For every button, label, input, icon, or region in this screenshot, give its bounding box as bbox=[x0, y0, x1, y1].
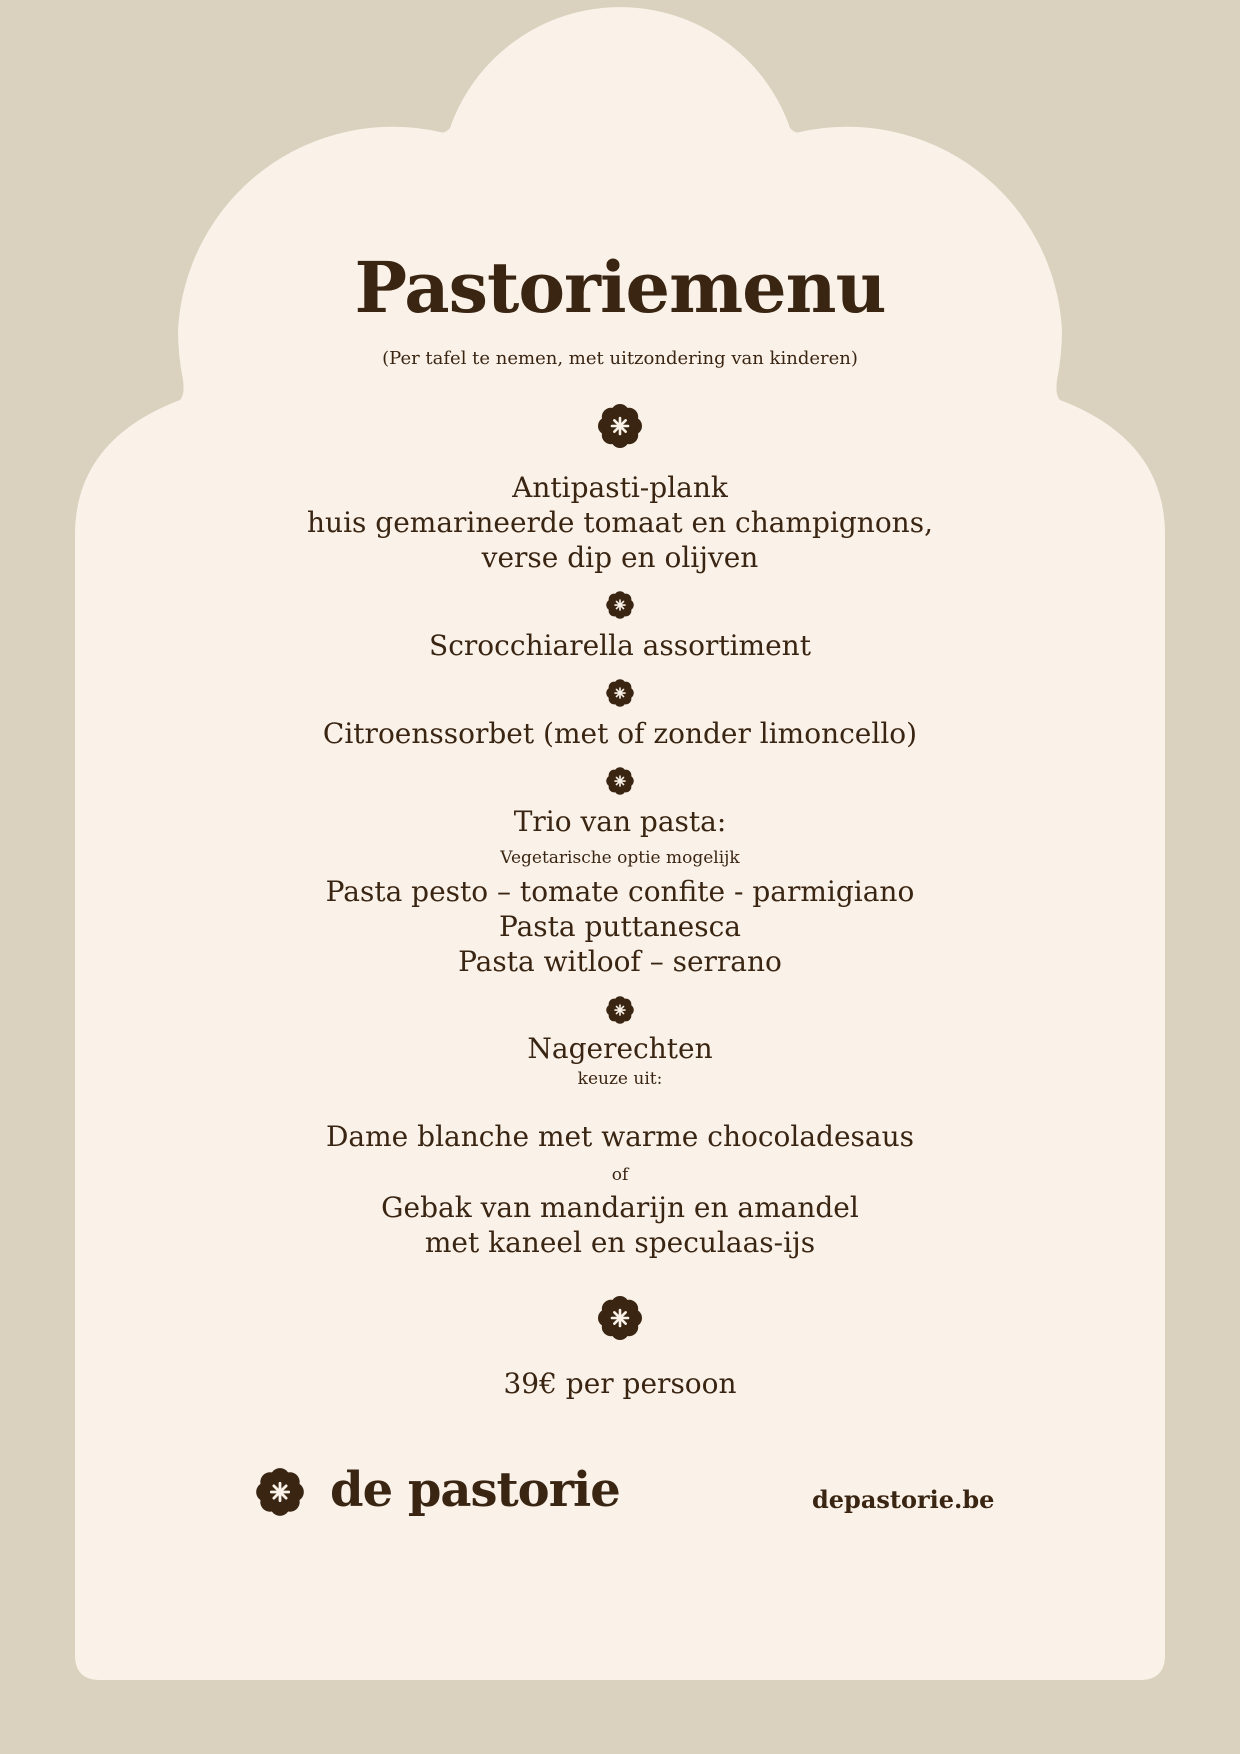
flower-asterisk-icon bbox=[605, 590, 635, 620]
dessert-or-separator: of bbox=[611, 1165, 629, 1185]
page-title: Pastoriemenu bbox=[354, 246, 886, 329]
brand-logo-flower-icon bbox=[254, 1466, 306, 1518]
dessert-option-line2: met kaneel en speculaas-ijs bbox=[424, 1226, 816, 1259]
sorbet-item: Citroenssorbet (met of zonder limoncello) bbox=[322, 717, 918, 750]
antipasti-description-line1: huis gemarineerde tomaat en champignons, bbox=[307, 506, 933, 539]
pasta-item: Pasta puttanesca bbox=[499, 910, 741, 943]
scrocchiarella-item: Scrocchiarella assortiment bbox=[429, 629, 811, 662]
menu-subtitle: (Per tafel te nemen, met uitzondering van kinderen) bbox=[382, 348, 858, 369]
pasta-heading: Trio van pasta: bbox=[513, 805, 727, 838]
pasta-item: Pasta pesto – tomate confite - parmigiano bbox=[325, 875, 915, 908]
flower-asterisk-icon bbox=[605, 766, 635, 796]
brand-logo-text: de pastorie bbox=[330, 1462, 620, 1518]
antipasti-title: Antipasti-plank bbox=[512, 471, 728, 504]
flower-asterisk-icon bbox=[596, 1294, 644, 1342]
dessert-option: Gebak van mandarijn en amandel bbox=[381, 1191, 859, 1224]
flower-asterisk-icon bbox=[605, 678, 635, 708]
desserts-heading: Nagerechten bbox=[527, 1032, 713, 1065]
price: 39€ per persoon bbox=[503, 1367, 737, 1400]
flower-asterisk-icon bbox=[596, 402, 644, 450]
website-link[interactable]: depastorie.be bbox=[812, 1485, 995, 1514]
pasta-item: Pasta witloof – serrano bbox=[458, 945, 782, 978]
desserts-choice-note: keuze uit: bbox=[577, 1069, 663, 1089]
antipasti-description-line2: verse dip en olijven bbox=[481, 541, 759, 574]
pasta-vegetarian-note: Vegetarische optie mogelijk bbox=[500, 848, 740, 868]
flower-asterisk-icon bbox=[605, 995, 635, 1025]
dessert-option: Dame blanche met warme chocoladesaus bbox=[325, 1120, 914, 1153]
